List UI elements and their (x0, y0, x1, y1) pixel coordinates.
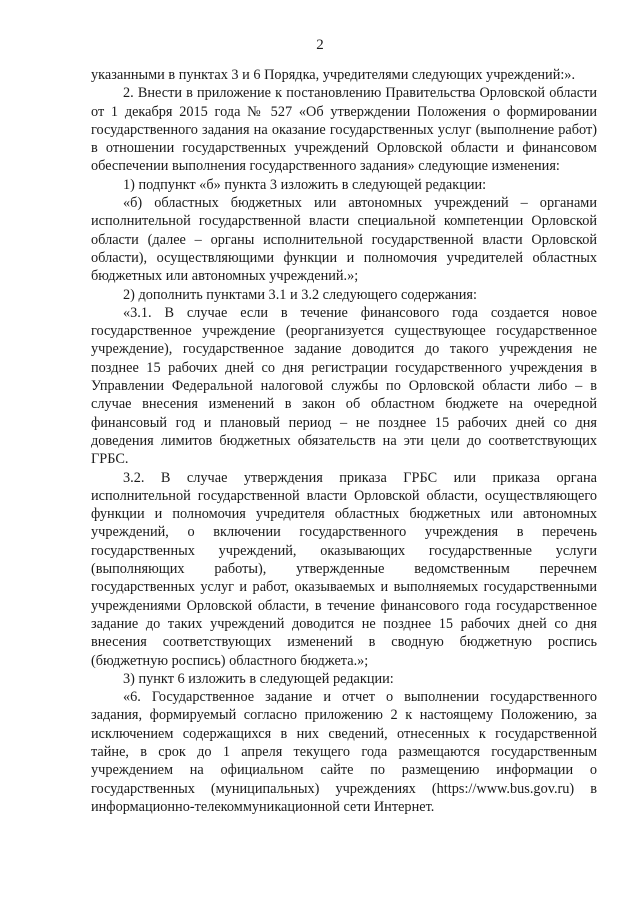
paragraph-point-3-1: «3.1. В случае если в течение финансового года создается новое государственное учреждение (реорганизуется существующее государственное учреждение), государственное задание доводится до такого учреждения не позднее 15 рабочих дней со дня регистрации государственного учреждения в Управлении Федеральной налоговой службы по Орловской области либо – в случае внесения изменений в закон об областном бюджете на очередной финансовый год и плановый период – не позднее 15 рабочих дней со дня доведения лимитов бюджетных обязательств на эти цели до соответствующих ГРБС. (91, 304, 597, 468)
paragraph-subitem-3: 3) пункт 6 изложить в следующей редакции: (123, 670, 394, 687)
paragraph-continuation: указанными в пунктах 3 и 6 Порядка, учредителями следующих учреждений:». (91, 67, 576, 83)
paragraph-subitem-b: «б) областных бюджетных или автономных учреждений – органами исполнительной государственной власти специальной компетенции Орловской области (далее – органы исполнительной государственной власти Орловской области), осуществляющими функции и полномочия учредителей областных бюджетных или автономных учреждений.»; (91, 195, 597, 285)
paragraph-point-6: «6. Государственное задание и отчет о выполнении государственного задания, формируемый согласно приложению 2 к настоящему Положению, за исключением содержащихся в них сведений, отнесенных к государственной тайне, в срок до 1 апреля текущего года размещаются государственным учреждением на официальном сайте по размещению информации о государственных (муниципальных) учреждениях (https://www.bus.gov.ru) в информационно-телекоммуникационной сети Интернет. (91, 689, 597, 815)
paragraph-subitem-1: 1) подпункт «б» пункта 3 изложить в следующей редакции: (123, 176, 487, 193)
paragraph-item-2: 2. Внести в приложение к постановлению Правительства Орловской области от 1 декабря 2015 года № 527 «Об утверждении Положения о формировании государственного задания на оказание государственных услуг (выполнение работ) в отношении государственных учреждений Орловской области и финансовом обеспечении выполнения государственного задания» следующие изменения: (91, 85, 597, 175)
paragraph-subitem-2: 2) дополнить пунктами 3.1 и 3.2 следующего содержания: (123, 286, 477, 303)
page-number: 2 (316, 37, 324, 53)
paragraph-point-3-2: 3.2. В случае утверждения приказа ГРБС или приказа органа исполнительной государственной власти Орловской области, осуществляющего функции и полномочия учредителя областных бюджетных или автономных учреждений, о включении государственного учреждения в перечень государственных учреждений, оказывающих государственные услуги (выполняющих работы), утвержденные ведомственным перечнем государственных услуг и работ, оказываемых и выполняемых государственными учреждениями Орловской области, в течение финансового года государственное задание до таких учреждений доводится не позднее 15 рабочих дней со дня внесения соответствующих изменений в сводную бюджетную роспись (бюджетную роспись) областного бюджета.»; (91, 469, 597, 669)
document-body (91, 66, 597, 816)
